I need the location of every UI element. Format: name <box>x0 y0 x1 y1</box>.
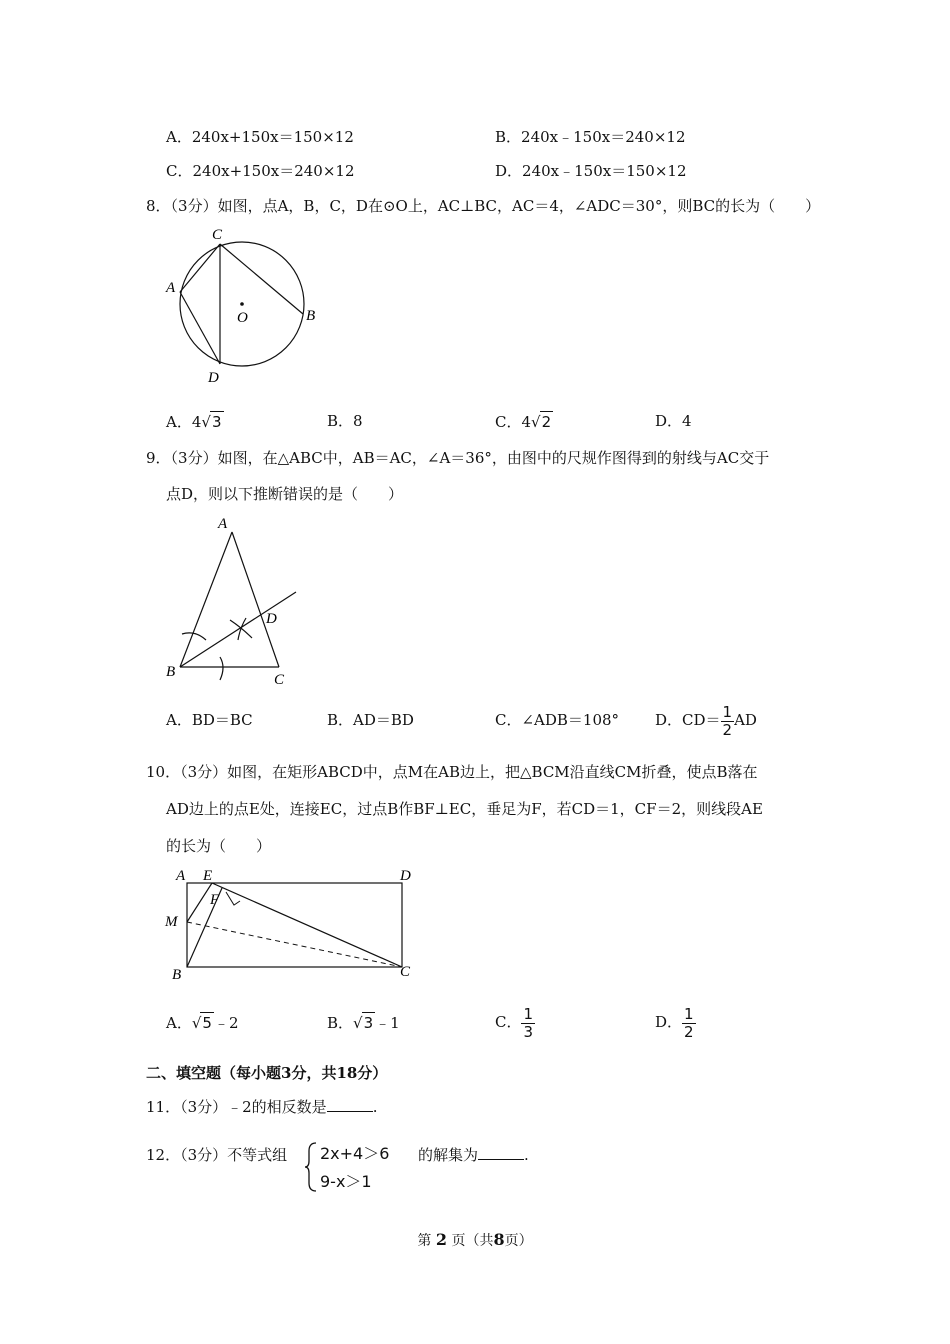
q9-segment-ac <box>232 532 279 667</box>
q9-option-d <box>655 702 757 739</box>
q8-option-a-sqrt: √3 <box>201 413 222 431</box>
q12-prefix: 12．（3分）不等式组 <box>146 1146 288 1164</box>
footer-page-number: 2 <box>435 1230 447 1249</box>
q9-stem-line2: 点D，则以下推断错误的是（ ） <box>166 485 404 503</box>
q8-label-a: A <box>166 280 176 296</box>
q12-answer-blank[interactable] <box>478 1145 524 1160</box>
q8-option-c-sqrt: √2 <box>531 413 552 431</box>
q10-option-c-numerator: 1 <box>523 1004 534 1023</box>
q11-prefix: 11．（3分）﹣2的相反数是 <box>146 1098 327 1116</box>
q9-label-d: D <box>266 611 277 627</box>
q10-label-b: B <box>172 967 182 983</box>
q10-label-m: M <box>165 914 178 930</box>
q10-option-d-numerator: 1 <box>684 1004 694 1023</box>
q10-segment-me <box>187 883 212 922</box>
q9-triangle-figure <box>160 512 310 692</box>
q10-option-c-denominator: 3 <box>523 1022 534 1041</box>
q10-label-e: E <box>203 868 213 884</box>
q9-option-d-numerator: 1 <box>722 702 733 721</box>
q10-option-b-sqrt: √3 <box>353 1014 374 1032</box>
q8-label-c: C <box>212 227 223 243</box>
q10-label-c: C <box>400 964 411 980</box>
q12-tail <box>418 1145 529 1165</box>
q10-option-a <box>166 1012 239 1033</box>
q10-option-c-fraction <box>521 1006 535 1041</box>
q9-option-d-suffix: AD <box>734 711 757 729</box>
q10-option-c <box>495 1004 535 1041</box>
q8-center-dot <box>240 302 244 306</box>
q10-option-a-sqrt: √5 <box>191 1014 212 1032</box>
q8-option-c-radicand: 2 <box>541 413 552 431</box>
q9-arc-left <box>182 633 206 640</box>
page-footer <box>0 1230 950 1250</box>
q10-option-d <box>655 1004 696 1041</box>
q10-stem-line3: 的长为（ ） <box>166 837 272 855</box>
q10-option-d-fraction <box>682 1006 696 1041</box>
q10-option-a-suffix: ﹣2 <box>213 1014 239 1032</box>
q10-option-b-radicand: 3 <box>363 1014 374 1032</box>
q11 <box>146 1097 377 1117</box>
q8-option-c <box>495 411 553 432</box>
q12-inequality-1: 2x+4＞6 <box>320 1144 390 1163</box>
q9-label-c: C <box>274 672 285 688</box>
q8-stem: 8．（3分）如图，点A，B，C，D在⊙O上，AC⊥BC，AC＝4，∠ADC＝30°，则BC的长为（ ） <box>146 197 821 215</box>
q9-stem-line1: 9．（3分）如图，在△ABC中，AB＝AC，∠A＝36°，由图中的尺规作图得到的射线与AC交于 <box>146 449 770 467</box>
q8-option-b: B．8 <box>327 412 363 430</box>
q8-segment-ca <box>180 244 220 292</box>
q8-segment-ad <box>180 292 220 364</box>
q10-stem-line1: 10．（3分）如图，在矩形ABCD中，点M在AB边上，把△BCM沿直线CM折叠，使点B落在 <box>146 763 758 781</box>
q9-option-d-fraction <box>721 704 735 739</box>
q12-suffix: 的解集为 <box>418 1146 479 1164</box>
q8-label-o: O <box>237 310 248 326</box>
q9-segment-ab <box>180 532 232 667</box>
q7-option-c: C．240x+150x＝240×12 <box>166 162 355 180</box>
q8-option-c-prefix: C．4 <box>495 413 532 431</box>
q9-option-b: B．AD＝BD <box>327 711 414 729</box>
q9-option-d-denominator: 2 <box>722 720 733 739</box>
q8-option-a-prefix: A．4 <box>166 413 202 431</box>
q7-option-d: D．240x﹣150x＝150×12 <box>495 162 687 180</box>
q10-stem-line2: AD边上的点E处，连接EC，过点B作BF⊥EC，垂足为F，若CD＝1，CF＝2，则线段AE <box>166 800 763 818</box>
section2-heading: 二、填空题（每小题3分，共18分） <box>146 1064 388 1082</box>
q8-label-b: B <box>306 308 316 324</box>
q9-option-d-prefix: D．CD＝ <box>655 711 721 729</box>
q9-option-c: C．∠ADB＝108° <box>495 711 620 729</box>
q8-circle-figure <box>160 222 330 392</box>
q10-label-a: A <box>176 868 186 884</box>
q10-option-b <box>327 1012 400 1033</box>
q10-label-f: F <box>210 892 220 908</box>
q10-option-b-prefix: B． <box>327 1014 354 1032</box>
footer-total-pages: 8 <box>493 1230 505 1249</box>
q11-suffix: . <box>372 1098 378 1116</box>
q9-option-a: A．BD＝BC <box>166 711 253 729</box>
q7-option-b: B．240x﹣150x＝240×12 <box>495 128 686 146</box>
q10-segment-mc <box>187 922 402 967</box>
footer-mid: 页（共 <box>451 1233 494 1249</box>
footer-post: 页） <box>504 1233 533 1249</box>
q7-option-a: A．240x+150x＝150×12 <box>166 128 354 146</box>
q10-label-d: D <box>400 868 411 884</box>
q8-option-a-radicand: 3 <box>211 413 222 431</box>
q11-answer-blank[interactable] <box>327 1097 373 1112</box>
q10-segment-ec <box>212 883 402 967</box>
q10-option-b-suffix: ﹣1 <box>375 1014 400 1032</box>
q9-label-b: B <box>166 664 176 680</box>
q8-option-d: D．4 <box>655 412 692 430</box>
footer-pre: 第 <box>417 1233 432 1249</box>
q10-option-a-prefix: A． <box>166 1014 192 1032</box>
q8-segment-cb <box>220 244 303 314</box>
q12-brace <box>304 1141 318 1193</box>
q9-bisector-ray <box>180 592 296 667</box>
q10-option-a-radicand: 5 <box>202 1014 212 1032</box>
q12-end: . <box>524 1146 529 1164</box>
q10-option-d-prefix: D． <box>655 1013 683 1031</box>
q10-option-c-prefix: C． <box>495 1013 522 1031</box>
q8-option-a <box>166 411 224 432</box>
q9-label-a: A <box>218 516 228 532</box>
q10-option-d-denominator: 2 <box>684 1022 694 1041</box>
q9-arc-bottom <box>220 657 223 680</box>
q10-rectangle-figure <box>160 862 420 987</box>
q8-label-d: D <box>208 370 219 386</box>
q12-inequality-2: 9-x＞1 <box>320 1172 372 1191</box>
